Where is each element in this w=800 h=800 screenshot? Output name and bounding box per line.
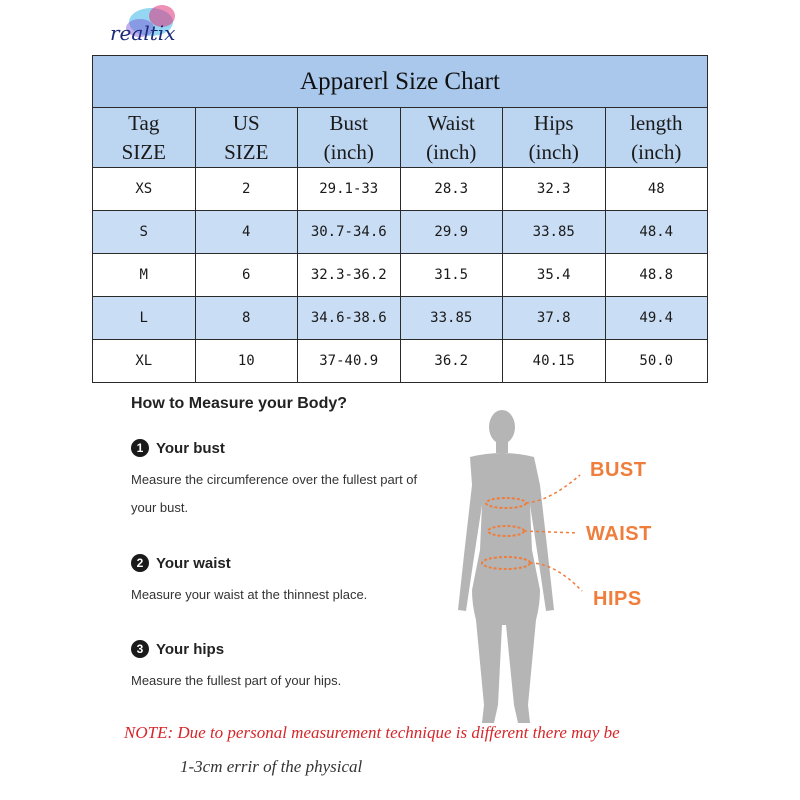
table-row bbox=[93, 297, 708, 340]
col-header-length: length (inch) bbox=[605, 108, 708, 168]
cell-length: 49.4 bbox=[605, 297, 708, 340]
step-hips-heading bbox=[131, 640, 224, 658]
col-header-waist: Waist (inch) bbox=[400, 108, 503, 168]
cell-hips: 40.15 bbox=[503, 340, 606, 383]
step-waist-text: Measure your waist at the thinnest place. bbox=[131, 587, 368, 602]
step-number-2-icon: 2 bbox=[131, 554, 149, 572]
cell-bust: 30.7-34.6 bbox=[298, 211, 401, 254]
size-chart-table bbox=[92, 55, 708, 383]
cell-tag-size: M bbox=[93, 254, 196, 297]
cell-waist: 28.3 bbox=[400, 168, 503, 211]
table-row bbox=[93, 211, 708, 254]
step-waist-heading bbox=[131, 554, 231, 572]
cell-us-size: 8 bbox=[195, 297, 298, 340]
cell-tag-size: S bbox=[93, 211, 196, 254]
step-heading-label: Your waist bbox=[156, 554, 231, 572]
brand-logo bbox=[106, 2, 192, 50]
cell-waist: 36.2 bbox=[400, 340, 503, 383]
cell-bust: 34.6-38.6 bbox=[298, 297, 401, 340]
table-row bbox=[93, 340, 708, 383]
cell-bust: 37-40.9 bbox=[298, 340, 401, 383]
cell-hips: 37.8 bbox=[503, 297, 606, 340]
cell-hips: 33.85 bbox=[503, 211, 606, 254]
col-header-hips: Hips (inch) bbox=[503, 108, 606, 168]
cell-waist: 29.9 bbox=[400, 211, 503, 254]
cell-bust: 32.3-36.2 bbox=[298, 254, 401, 297]
logo-text: realtix bbox=[110, 21, 176, 45]
cell-hips: 35.4 bbox=[503, 254, 606, 297]
col-header-us-size: US SIZE bbox=[195, 108, 298, 168]
table-row bbox=[93, 254, 708, 297]
cell-length: 50.0 bbox=[605, 340, 708, 383]
step-heading-label: Your hips bbox=[156, 640, 225, 658]
table-title: Apparerl Size Chart bbox=[93, 56, 708, 108]
step-bust-heading bbox=[131, 439, 225, 457]
step-heading-label: Your bust bbox=[156, 439, 225, 457]
cell-tag-size: L bbox=[93, 297, 196, 340]
cell-waist: 33.85 bbox=[400, 297, 503, 340]
col-header-bust: Bust (inch) bbox=[298, 108, 401, 168]
hips-label: HIPS bbox=[593, 588, 642, 610]
step-number-1-icon: 1 bbox=[131, 439, 149, 457]
bust-label: BUST bbox=[590, 459, 647, 481]
cell-us-size: 4 bbox=[195, 211, 298, 254]
cell-us-size: 2 bbox=[195, 168, 298, 211]
note-line-1: NOTE: Due to personal measurement technique is different there may be bbox=[124, 723, 620, 742]
step-hips-text: Measure the fullest part of your hips. bbox=[131, 673, 342, 688]
note-line-2: 1-3cm errir of the physical bbox=[180, 757, 363, 776]
cell-length: 48 bbox=[605, 168, 708, 211]
silhouette-icon bbox=[458, 410, 554, 723]
measure-guide-title: How to Measure your Body? bbox=[131, 395, 348, 412]
cell-length: 48.8 bbox=[605, 254, 708, 297]
cell-length: 48.4 bbox=[605, 211, 708, 254]
waist-label: WAIST bbox=[586, 523, 652, 545]
body-silhouette-figure bbox=[440, 405, 670, 735]
col-header-tag-size: Tag SIZE bbox=[93, 108, 196, 168]
table-row bbox=[93, 168, 708, 211]
step-number-3-icon: 3 bbox=[131, 640, 149, 658]
cell-hips: 32.3 bbox=[503, 168, 606, 211]
cell-us-size: 6 bbox=[195, 254, 298, 297]
cell-waist: 31.5 bbox=[400, 254, 503, 297]
cell-us-size: 10 bbox=[195, 340, 298, 383]
cell-tag-size: XL bbox=[93, 340, 196, 383]
cell-bust: 29.1-33 bbox=[298, 168, 401, 211]
cell-tag-size: XS bbox=[93, 168, 196, 211]
waist-leader-line bbox=[524, 531, 578, 533]
step-bust-text: Measure the circumference over the fullest part of your bust. bbox=[131, 472, 418, 515]
